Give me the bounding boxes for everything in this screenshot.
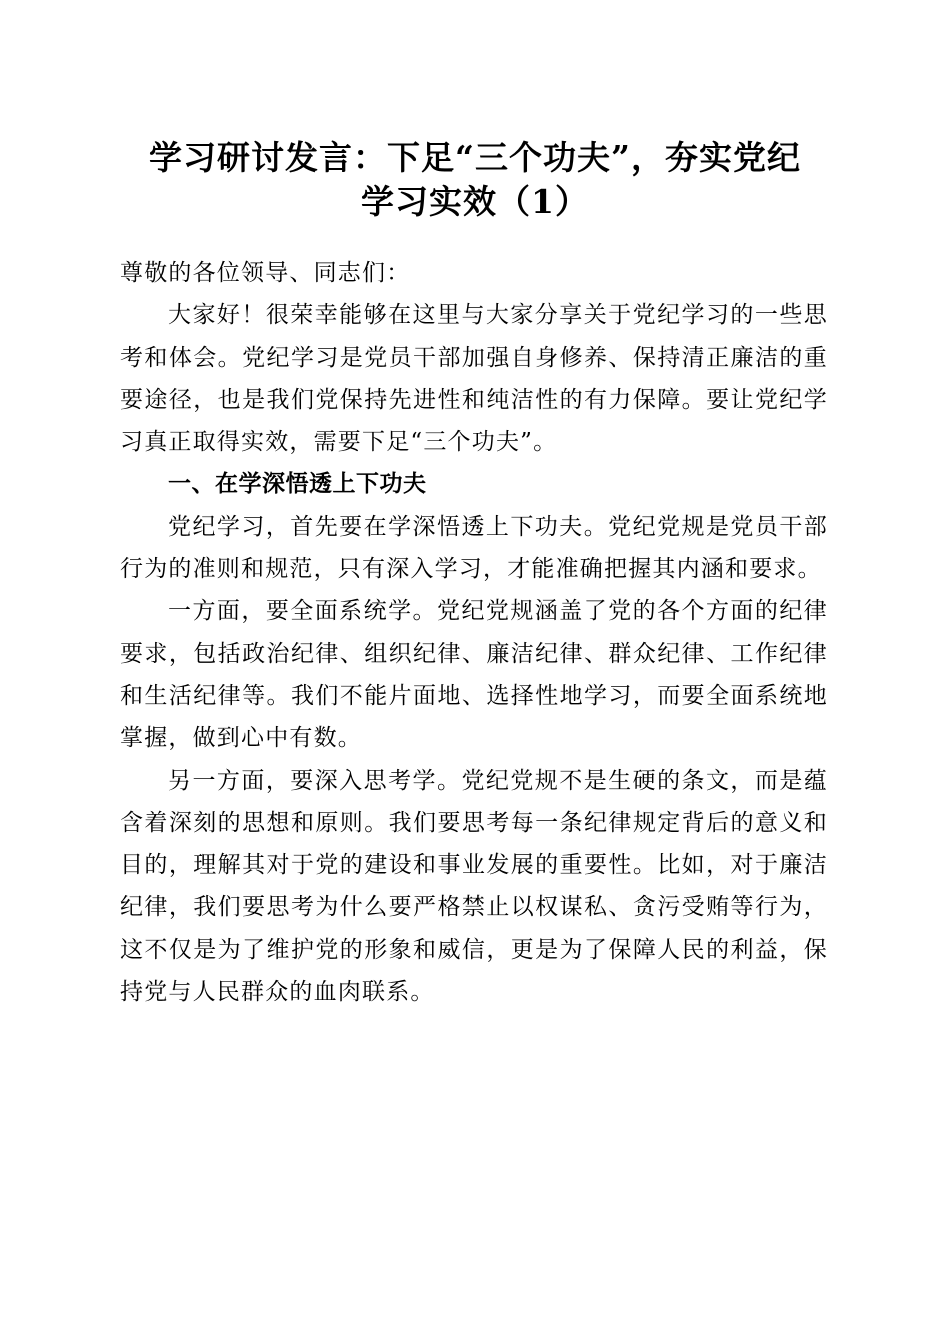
paragraph-section-1: 党纪学习，首先要在学深悟透上下功夫。党纪党规是党员干部行为的准则和规范，只有深入学习，才能准确把握其内涵和要求。: [120, 513, 828, 583]
salutation: 尊敬的各位领导、同志们：: [120, 260, 411, 286]
title-line-1: 学习研讨发言：下足“三个功夫”，夯实党纪: [149, 138, 801, 177]
paragraph-aspect-2: 另一方面，要深入思考学。党纪党规不是生硬的条文，而是蕴含着深刻的思想和原则。我们要思考每一条纪律规定背后的意义和目的，理解其对于党的建设和事业发展的重要性。比如，对于廉洁纪律，我们要思考为什么要严格禁止以权谋私、贪污受贿等行为，这不仅是为了维护党的形象和威信，更是为了保障人民的利益，保持党与人民群众的血肉联系。: [120, 767, 828, 1006]
title-line-2: 学习实效（1）: [361, 182, 589, 221]
section-heading-1: 一、在学深悟透上下功夫: [168, 471, 427, 498]
document-body: [120, 252, 828, 1013]
paragraph-intro: 大家好！很荣幸能够在这里与大家分享关于党纪学习的一些思考和体会。党纪学习是党员干部加强自身修养、保持清正廉洁的重要途径，也是我们党保持先进性和纯洁性的有力保障。要让党纪学习真正取得实效，需要下足“三个功夫”。: [120, 302, 828, 456]
paragraph-aspect-1: 一方面，要全面系统学。党纪党规涵盖了党的各个方面的纪律要求，包括政治纪律、组织纪律、廉洁纪律、群众纪律、工作纪律和生活纪律等。我们不能片面地、选择性地学习，而要全面系统地掌握，做到心中有数。: [120, 598, 828, 752]
document-title: [110, 136, 840, 224]
